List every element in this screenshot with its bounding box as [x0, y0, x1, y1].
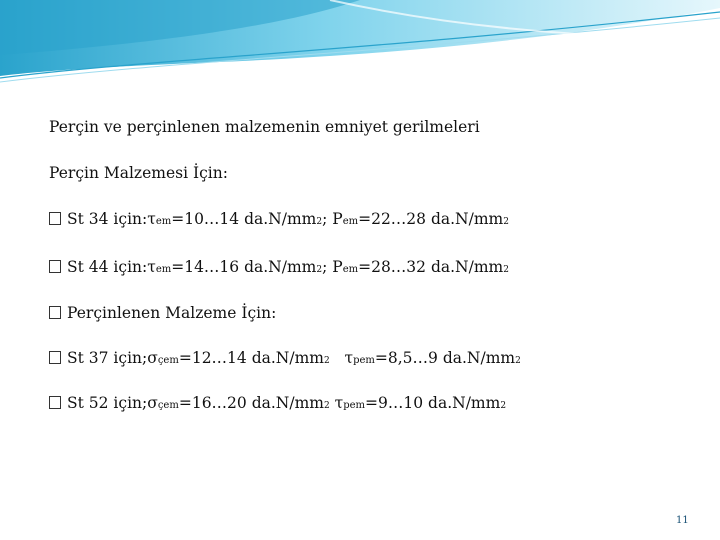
stress-symbol: τ: [334, 394, 344, 412]
stress-symbol: P: [332, 258, 343, 276]
unit-exponent: 2: [503, 217, 509, 227]
stress-symbol: P: [332, 210, 343, 228]
list-item-st34: [49, 210, 509, 228]
slide-title: Perçin ve perçinlenen malzemenin emniyet gerilmeleri: [49, 118, 480, 136]
stress-value: =8,5…9 da.N/mm: [374, 349, 516, 367]
bullet-box-icon: [49, 260, 61, 273]
stress-subscript: çem: [157, 400, 179, 411]
stress-value: =22…28 da.N/mm: [358, 210, 504, 228]
bullet-box-icon: [49, 396, 61, 409]
stress-subscript: pem: [353, 355, 375, 366]
stress-value: =10…14 da.N/mm: [171, 210, 317, 228]
unit-exponent: 2: [323, 356, 330, 366]
stress-symbol: σ: [147, 349, 158, 367]
stress-subscript: çem: [157, 355, 179, 366]
separator: ;: [322, 258, 333, 276]
item-label: St 44 için:: [67, 258, 148, 276]
stress-value: =9…10 da.N/mm: [365, 394, 501, 412]
list-item-riveted-material: [49, 304, 276, 322]
stress-subscript: em: [342, 216, 359, 227]
stress-subscript: pem: [343, 400, 366, 411]
stress-symbol: τ: [344, 349, 354, 367]
stress-value: =28…32 da.N/mm: [358, 258, 504, 276]
unit-exponent: 2: [515, 356, 521, 366]
stress-subscript: em: [155, 264, 172, 275]
page-number: 11: [676, 515, 689, 526]
stress-value: =16…20 da.N/mm: [178, 394, 324, 412]
unit-exponent: 2: [500, 401, 507, 411]
bullet-box-icon: [49, 306, 61, 319]
list-item-st52: [49, 394, 506, 412]
unit-exponent: 2: [316, 217, 323, 227]
stress-subscript: em: [342, 264, 359, 275]
stress-value: =12…14 da.N/mm: [178, 349, 324, 367]
stress-symbol: τ: [147, 210, 156, 228]
stress-subscript: em: [155, 216, 172, 227]
item-label: St 52 için;: [67, 394, 148, 412]
item-label: St 37 için;: [67, 349, 148, 367]
header-wave-banner: [0, 0, 720, 90]
unit-exponent: 2: [316, 265, 323, 275]
bullet-box-icon: [49, 212, 61, 225]
stress-symbol: σ: [147, 394, 158, 412]
item-label: St 34 için:: [67, 210, 148, 228]
unit-exponent: 2: [323, 401, 330, 411]
list-item-st44: [49, 258, 509, 276]
stress-value: =14…16 da.N/mm: [171, 258, 317, 276]
rivet-material-heading: Perçin Malzemesi İçin:: [49, 164, 228, 182]
separator: ;: [322, 210, 333, 228]
bullet-box-icon: [49, 351, 61, 364]
list-item-st37: [49, 349, 521, 367]
separator: [330, 349, 345, 367]
stress-symbol: τ: [147, 258, 156, 276]
unit-exponent: 2: [503, 265, 509, 275]
item-label: Perçinlenen Malzeme İçin:: [67, 304, 277, 322]
